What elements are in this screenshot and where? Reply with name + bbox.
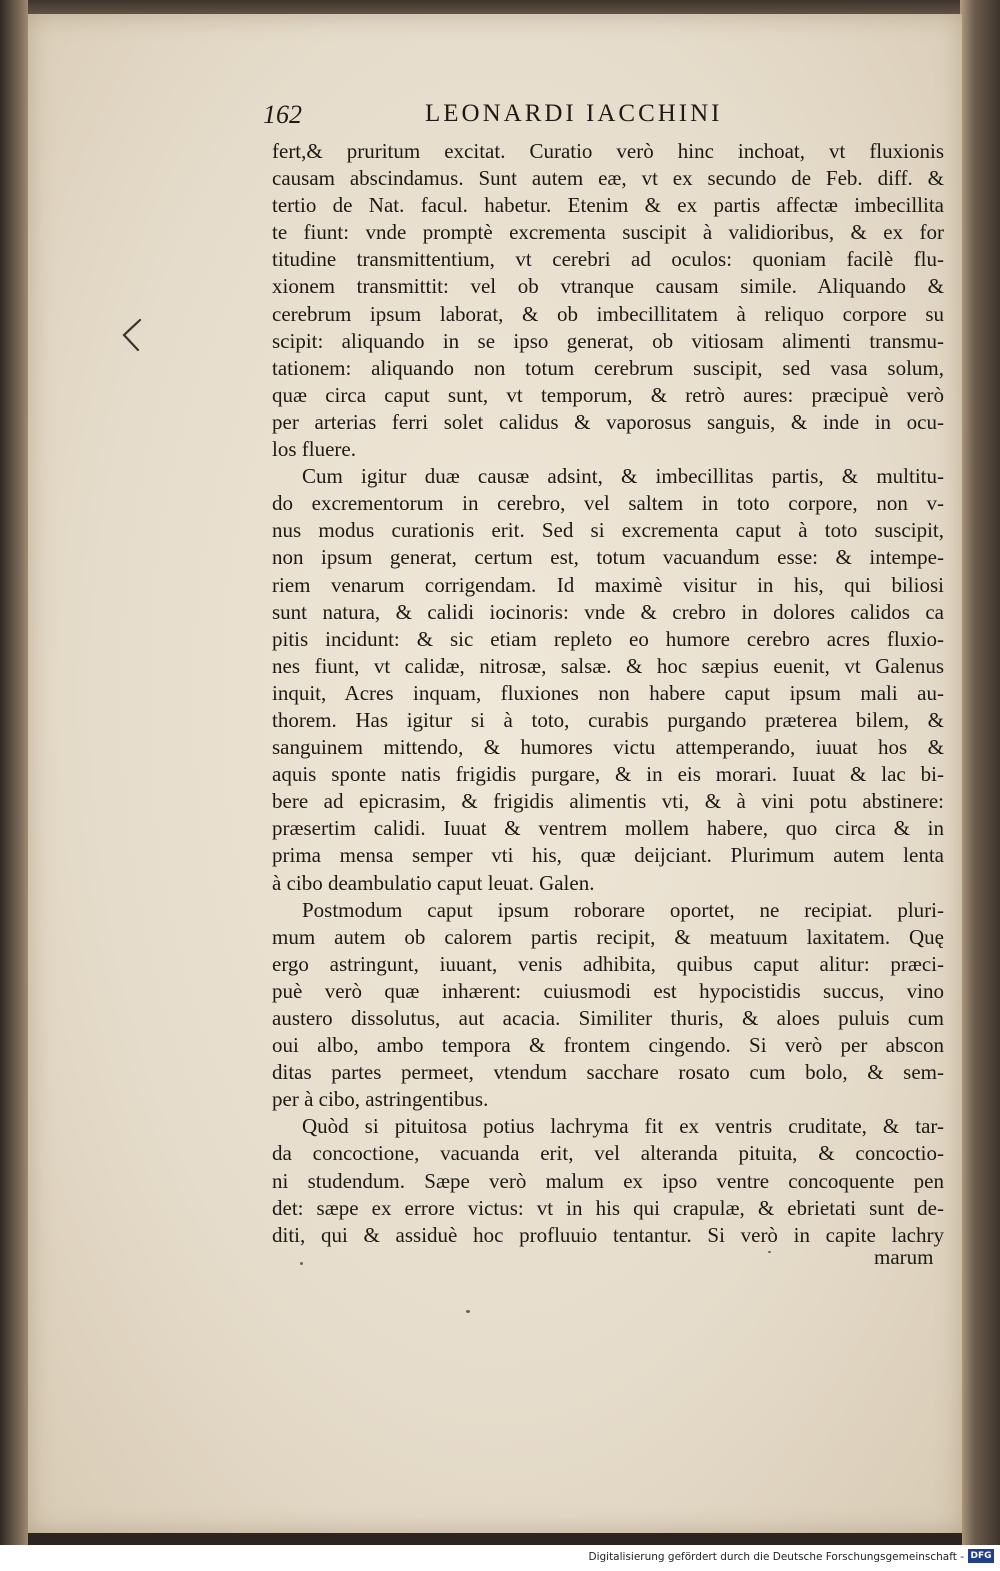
text-line: causam abscindamus. Sunt autem eæ, vt ex secundo de Feb. diff. & xyxy=(272,166,944,191)
text-line: los fluere. xyxy=(272,437,356,462)
page-header xyxy=(263,100,943,136)
text-line: ni studendum. Sæpe verò malum ex ipso ventre concoquente pen xyxy=(272,1168,944,1193)
margin-check-mark xyxy=(118,318,144,352)
scan-frame-bottom xyxy=(28,1533,962,1545)
text-line: fert,& pruritum excitat. Curatio verò hinc inchoat, vt fluxionis xyxy=(272,139,944,163)
text-line: nus modus curationis erit. Sed si excrementa caput à toto suscipit, xyxy=(272,518,944,543)
text-line: puè verò quæ inhærent: cuiusmodi est hypocistidis succus, vino xyxy=(272,978,944,1003)
text-line: riem venarum corrigendam. Id maximè visitur in his, qui biliosi xyxy=(272,572,944,597)
text-line: oui albo, ambo tempora & frontem cingendo. Si verò per abscon xyxy=(272,1033,944,1058)
text-line: inquit, Acres inquam, fluxiones non habere caput ipsum mali au- xyxy=(272,680,944,705)
text-line: per arterias ferri solet calidus & vaporosus sanguis, & inde in ocu- xyxy=(272,409,944,434)
text-line: mum autem ob calorem partis recipit, & meatuum laxitatem. Quę xyxy=(272,924,944,949)
text-line: tertio de Nat. facul. habetur. Etenim & ex partis affectæ imbecillita xyxy=(272,193,944,218)
book-edge-right xyxy=(960,0,1000,1545)
paragraph-start-line: Postmodum caput ipsum roborare oportet, ne recipiat. pluri- xyxy=(302,897,944,922)
text-line: diti, qui & assiduè hoc profluuio tentantur. Si verò in capite lachry xyxy=(272,1222,944,1247)
body-text xyxy=(272,138,944,1249)
text-line: non ipsum generat, certum est, totum vacuandum esse: & intempe- xyxy=(272,545,944,570)
text-line: scipit: aliquando in se ipso generat, ob vitiosam alimenti transmu- xyxy=(272,328,944,353)
text-line: aquis sponte natis frigidis purgare, & in eis morari. Iuuat & lac bi- xyxy=(272,762,944,787)
book-binding-left xyxy=(0,0,28,1545)
text-line: xionem transmittit: vel ob vtranque causam simile. Aliquando & xyxy=(272,274,944,299)
catchword: marum xyxy=(874,1245,934,1269)
page-number: 162 xyxy=(263,100,302,129)
text-line: nes fiunt, vt calidæ, nitrosæ, salsæ. & hoc sæpius euenit, vt Galenus xyxy=(272,653,944,678)
paper-speck xyxy=(466,1310,470,1313)
text-line: cerebrum ipsum laborat, & ob imbecillitatem à reliquo corpore su xyxy=(272,301,944,326)
text-line: pitis incidunt: & sic etiam repleto eo humore cerebro acres fluxio- xyxy=(272,626,944,651)
text-line: quæ circa caput sunt, vt temporum, & retrò aures: præcipuè verò xyxy=(272,382,944,407)
text-line: à cibo deambulatio caput leuat. Galen. xyxy=(272,870,595,895)
text-line: da concoctione, vacuanda erit, vel alteranda pituita, & concoctio- xyxy=(272,1141,944,1166)
text-line: tationem: aliquando non totum cerebrum suscipit, sed vasa solum, xyxy=(272,355,944,380)
text-line: prima mensa semper vti his, quæ deijciant. Plurimum autem lenta xyxy=(272,843,944,868)
text-line: ergo astringunt, iuuant, venis adhibita, quibus caput alitur: præci- xyxy=(272,951,944,976)
paragraph-start-line: Quòd si pituitosa potius lachryma fit ex ventris cruditate, & tar- xyxy=(302,1114,944,1139)
text-line: te fiunt: vnde promptè excrementa suscipit à validioribus, & ex for xyxy=(272,220,944,245)
text-line: thorem. Has igitur si à toto, curabis purgando præterea bilem, & xyxy=(272,707,944,732)
dfg-logo: DFG xyxy=(968,1549,994,1563)
text-line: bere ad epicrasim, & frigidis alimentis vti, & à vini potu abstinere: xyxy=(272,789,944,814)
text-line: per à cibo, astringentibus. xyxy=(272,1087,489,1112)
paper-speck xyxy=(300,1262,303,1265)
text-line: det: sæpe ex errore victus: vt in his qui crapulæ, & ebrietati sunt de- xyxy=(272,1195,944,1220)
text-line: sunt natura, & calidi iocinoris: vnde & crebro in dolores calidos ca xyxy=(272,599,944,624)
text-line: sanguinem mittendo, & humores victu attemperando, iuuat hos & xyxy=(272,735,944,760)
text-line: ditas partes permeet, vtendum sacchare rosato cum bolo, & sem- xyxy=(272,1060,944,1085)
paper-speck xyxy=(768,1251,771,1253)
text-line: præsertim calidi. Iuuat & ventrem mollem habere, quo circa & in xyxy=(272,816,944,841)
text-line: titudine transmittentium, vt cerebri ad oculos: quoniam facilè flu- xyxy=(272,247,944,272)
paragraph-start-line: Cum igitur duæ causæ adsint, & imbecillitas partis, & multitu- xyxy=(302,464,944,489)
text-line: austero dissolutus, aut acacia. Similiter thuris, & aloes puluis cum xyxy=(272,1006,944,1030)
digitization-credit: Digitalisierung gefördert durch die Deutsche Forschungsgemeinschaft - xyxy=(588,1551,964,1563)
text-line: do excrementorum in cerebro, vel saltem in toto corpore, non v- xyxy=(272,491,944,516)
running-head: LEONARDI IACCHINI xyxy=(425,100,723,127)
